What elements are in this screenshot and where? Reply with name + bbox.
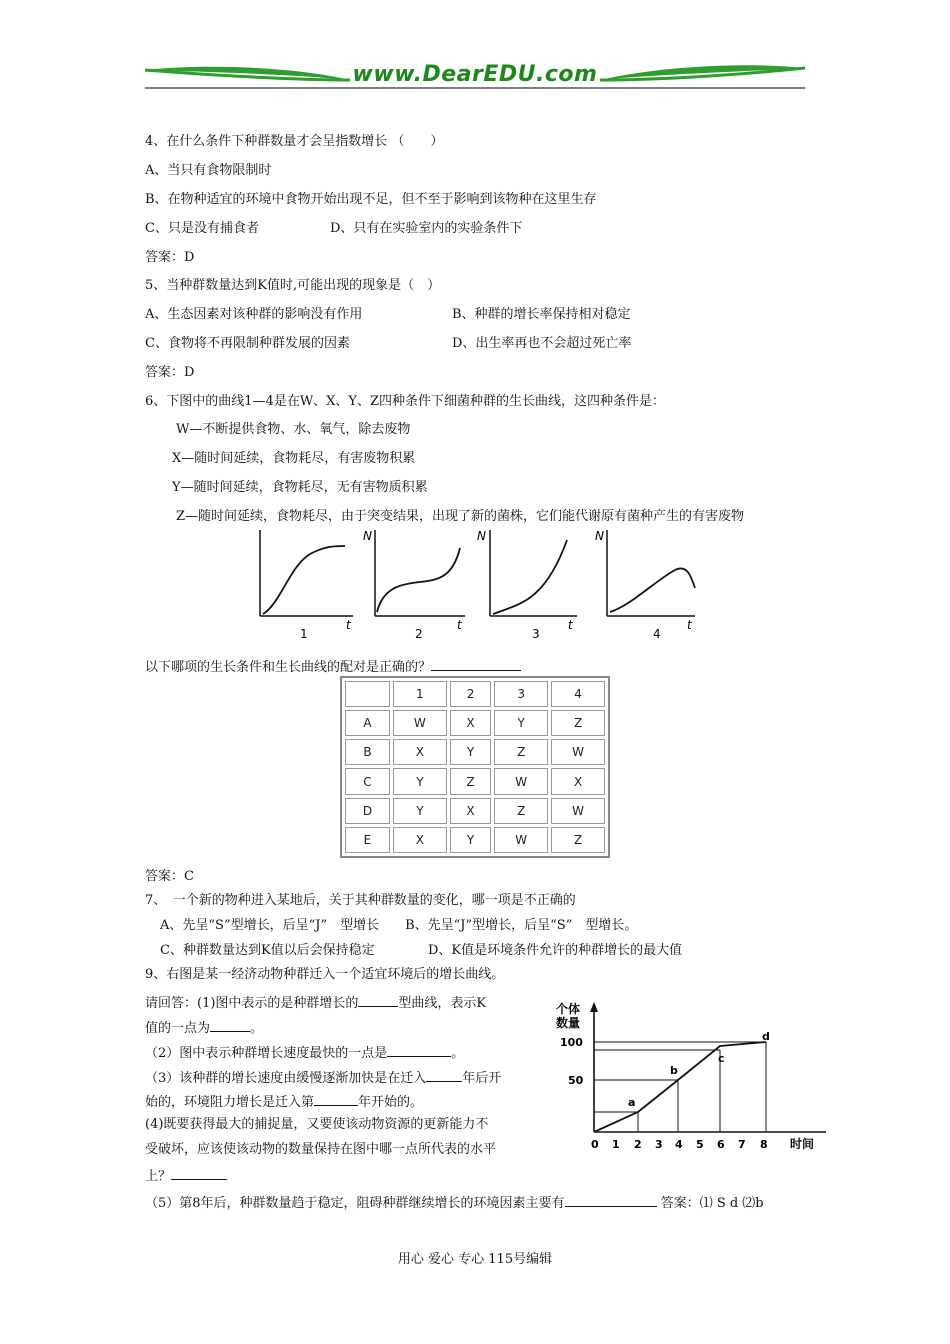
x-tick: 7 [738, 1138, 746, 1151]
q9-blank-2 [210, 1017, 250, 1032]
table-row [345, 827, 605, 853]
q4-option-b: B、在物种适宜的环境中食物开始出现不足，但不至于影响到该物种在这里生存 [145, 192, 597, 207]
table-cell: Y [450, 739, 492, 765]
point-label-d: d [762, 1030, 770, 1043]
q5-option-c: C、食物将不再限制种群发展的因素 [145, 336, 350, 351]
table-cell: Z [450, 768, 492, 794]
population-growth-graph [556, 1000, 826, 1156]
x-tick: 1 [612, 1138, 620, 1151]
table-row [345, 710, 605, 736]
curve3-xlabel: t [568, 618, 573, 632]
q9-blank-6 [171, 1165, 227, 1180]
q7-option-c: C、种群数量达到K值以后会保持稳定 [160, 943, 375, 958]
table-cell: Y [393, 768, 447, 794]
table-header-row [345, 681, 605, 707]
x-tick: 0 [591, 1138, 599, 1151]
q5-answer: 答案：D [145, 365, 195, 380]
q9-part4-cont: 受破坏，应该使该动物的数量保持在图中哪一点所代表的水平 [145, 1142, 497, 1157]
table-cell: Z [494, 798, 548, 824]
header-logo [140, 58, 810, 94]
x-tick: 6 [717, 1138, 725, 1151]
table-cell: 3 [494, 681, 548, 707]
x-tick: 2 [634, 1138, 642, 1151]
point-label-b: b [670, 1064, 678, 1077]
q6-answer-blank [431, 656, 521, 671]
table-cell: Y [450, 827, 492, 853]
growth-curve-2 [363, 529, 465, 641]
table-cell: 1 [393, 681, 447, 707]
table-cell: X [393, 827, 447, 853]
q9-part5: （5）第8年后，种群数量趋于稳定，阻碍种群继续增长的环境因素主要有 答案：⑴ S d ⑵b [145, 1192, 764, 1213]
q5-option-a: A、生态因素对该种群的影响没有作用 [145, 307, 363, 322]
growth-curve-3 [477, 529, 577, 641]
q9-blank-7 [565, 1192, 657, 1207]
q9-part2: （2）图中表示种群增长速度最快的一点是 。 [145, 1042, 464, 1063]
q4-stem: 4、在什么条件下种群数量才会呈指数增长 （ ） [145, 134, 444, 149]
table-cell: Y [494, 710, 548, 736]
q4-answer: 答案：D [145, 250, 195, 265]
table-cell: X [393, 739, 447, 765]
x-tick: 3 [655, 1138, 663, 1151]
curve4-number: 4 [653, 627, 661, 641]
curve1-xlabel: t [346, 618, 351, 632]
q9-part3: （3）该种群的增长速度由缓慢逐渐加快是在迁入 年后开 [145, 1067, 501, 1088]
graph-xlabel: 时间 [790, 1137, 815, 1151]
table-cell: W [551, 798, 605, 824]
table-cell: 2 [450, 681, 492, 707]
q6-condition-z: Z—随时间延续，食物耗尽，由于突变结果，出现了新的菌株，它们能代谢原有菌种产生的有害废物 [176, 509, 745, 524]
table-cell: Z [551, 710, 605, 736]
table-cell: X [450, 710, 492, 736]
q9-part4: (4)既要获得最大的捕捉量，又要使该动物资源的更新能力不 [145, 1117, 489, 1132]
q4-option-c: C、只是没有捕食者 [145, 221, 259, 236]
table-cell: Y [393, 798, 447, 824]
graph-ylabel-line2: 数量 [556, 1016, 581, 1030]
q6-condition-x: X—随时间延续，食物耗尽，有害废物积累 [172, 451, 416, 466]
curve2-number: 2 [415, 627, 423, 641]
q9-stem: 9、右图是某一经济动物种群迁入一个适宜环境后的增长曲线。 [145, 967, 505, 982]
curve3-number: 3 [532, 627, 540, 641]
table-cell: X [551, 768, 605, 794]
table-cell: Z [494, 739, 548, 765]
q7-options-ab: A、先呈“S”型增长，后呈“J” 型增长 B、先呈“J”型增长，后呈“S” 型增长。 [160, 918, 638, 933]
table-cell: W [551, 739, 605, 765]
point-label-a: a [628, 1096, 636, 1109]
q9-blank-1 [358, 992, 398, 1007]
table-cell: B [345, 739, 390, 765]
table-cell: D [345, 798, 390, 824]
table-cell [345, 681, 390, 707]
table-row [345, 768, 605, 794]
q9-part3-cont: 始的，环境阻力增长是迁入第 年开始的。 [145, 1091, 423, 1112]
table-cell: W [494, 768, 548, 794]
q9-blank-5 [314, 1091, 358, 1106]
page-footer: 用心 爱心 专心 115号编辑 [397, 1252, 553, 1267]
x-tick: 4 [675, 1138, 683, 1151]
q7-stem: 7、 一个新的物种进入某地后，关于其种群数量的变化，哪一项是不正确的 [145, 893, 576, 908]
q6-stem: 6、下图中的曲线1—4是在W、X、Y、Z四种条件下细菌种群的生长曲线，这四种条件是： [145, 394, 666, 409]
q9-part1-cont: 值的一点为 。 [145, 1017, 263, 1038]
graph-ylabel-line1: 个体 [556, 1002, 581, 1016]
curve3-ylabel: N [477, 529, 486, 543]
site-logo-text: www.DearEDU.com [352, 62, 598, 87]
table-cell: E [345, 827, 390, 853]
table-cell: W [393, 710, 447, 736]
q7-option-d: D、K值是环境条件允许的种群增长的最大值 [428, 943, 683, 958]
q9-answer: 答案：⑴ S d ⑵b [660, 1196, 764, 1211]
y-tick-50: 50 [568, 1074, 584, 1087]
table-cell: 4 [551, 681, 605, 707]
q4-option-a: A、当只有食物限制时 [145, 163, 272, 178]
q6-condition-w: W—不断提供食物、水、氧气，除去废物 [176, 422, 411, 437]
x-tick: 5 [696, 1138, 704, 1151]
x-tick: 8 [760, 1138, 768, 1151]
point-label-c: c [718, 1052, 725, 1065]
q9-part1: 请回答：(1)图中表示的是种群增长的 型曲线，表示K [145, 992, 486, 1013]
q5-option-d: D、出生率再也不会超过死亡率 [452, 336, 632, 351]
q5-option-b: B、种群的增长率保持相对稳定 [452, 307, 631, 322]
q9-blank-3 [387, 1042, 451, 1057]
growth-curve-1 [260, 530, 353, 641]
growth-curves-figure [255, 526, 705, 644]
curve2-xlabel: t [457, 618, 462, 632]
q5-stem: 5、当种群数量达到K值时,可能出现的现象是（ ） [145, 278, 441, 293]
q6-choice-table [340, 676, 610, 858]
curve1-number: 1 [300, 627, 308, 641]
q6-question: 以下哪项的生长条件和生长曲线的配对是正确的？ [145, 656, 521, 677]
table-cell: Z [551, 827, 605, 853]
table-row [345, 798, 605, 824]
curve4-ylabel: N [595, 529, 604, 543]
table-cell: W [494, 827, 548, 853]
curve4-xlabel: t [687, 618, 692, 632]
growth-curve-4 [595, 529, 695, 641]
table-row [345, 739, 605, 765]
q6-answer: 答案：C [145, 869, 194, 884]
q9-blank-4 [426, 1067, 462, 1082]
table-cell: C [345, 768, 390, 794]
table-cell: X [450, 798, 492, 824]
y-tick-100: 100 [560, 1036, 583, 1049]
q9-part4-end: 上？ [145, 1165, 227, 1186]
curve2-ylabel: N [363, 529, 372, 543]
q6-condition-y: Y—随时间延续，食物耗尽，无有害物质积累 [172, 480, 428, 495]
table-cell: A [345, 710, 390, 736]
q4-option-d: D、只有在实验室内的实验条件下 [330, 221, 523, 236]
